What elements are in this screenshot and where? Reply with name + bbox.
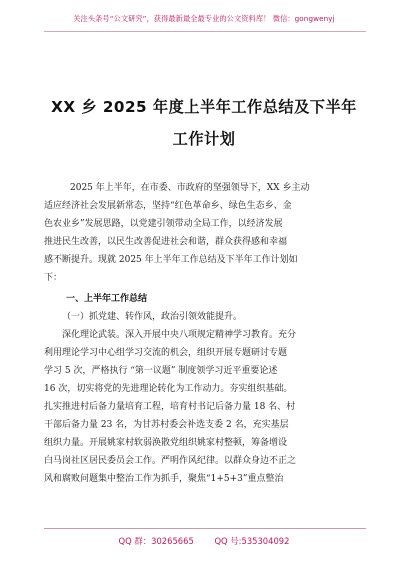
qq-number-text: QQ 号:535304092 [214, 536, 290, 546]
intro-line: 2025 年上半年，在市委、市政府的坚强领导下，XX 乡主动 [70, 183, 310, 193]
document-title-line2: 工作计划 [172, 130, 236, 148]
intro-line: 推进民生改善，以民生改善促进社会和谐，群众获得感和幸福 [44, 237, 288, 247]
intro-line: 色农业乡”发展思路，以党建引领带动全局工作，以经济发展 [44, 219, 283, 229]
banner-text: 关注头条号“公文研究”，获得最新最全最专业的公文资料库！ 微信：gongwenyj [73, 14, 335, 23]
footer [0, 535, 408, 547]
body-line: 风和腐败问题集中整治工作为抓手，聚焦“1+5+3”重点整治 [44, 474, 284, 484]
top-banner [0, 0, 408, 23]
intro-line: 下： [44, 273, 63, 283]
subsection-heading: （一）抓党建、转作风，政治引领效能提升。 [62, 312, 243, 322]
body-line: 干部后备力量 23 名，为甘苏村委会补选支委 2 名，充实基层 [44, 420, 289, 430]
body-line: 利用理论学习中心组学习交流的机会，组织开展专题研讨专题 [44, 348, 288, 358]
qq-group-text: QQ 群：30265665 [118, 536, 194, 546]
section-heading: 一、上半年工作总结 [66, 294, 148, 304]
banner-divider [44, 31, 366, 32]
body-line: 16 次，切实将党的先进理论转化为工作动力。夯实组织基础。 [44, 384, 293, 394]
body-line: 学习 5 次，严格执行 “第一议题” 制度领学习近平重要论述 [44, 366, 278, 376]
body-line: 组织力量。开展姚家村软弱涣散党组织姚家村整顿，筹备增设 [44, 438, 288, 448]
intro-line: 感不断提升。现就 2025 年上半年工作总结及下半年工作计划如 [44, 255, 298, 265]
footer-divider [44, 528, 366, 529]
body-line: 白马岗社区居民委员会工作。严明作风纪律。以群众身边不正之 [44, 456, 297, 466]
body-line: 扎实推进村后备力量培育工程，培育村书记后备力量 18 名、村 [44, 402, 296, 412]
body-line: 深化理论武装。深入开展中央八项规定精神学习教育。充分 [62, 330, 297, 340]
intro-line: 适应经济社会发展新常态，坚持“红色革命乡、绿色生态乡、金 [44, 201, 292, 211]
document-title-line1: XX 乡 2025 年度上半年工作总结及下半年 [51, 98, 357, 116]
